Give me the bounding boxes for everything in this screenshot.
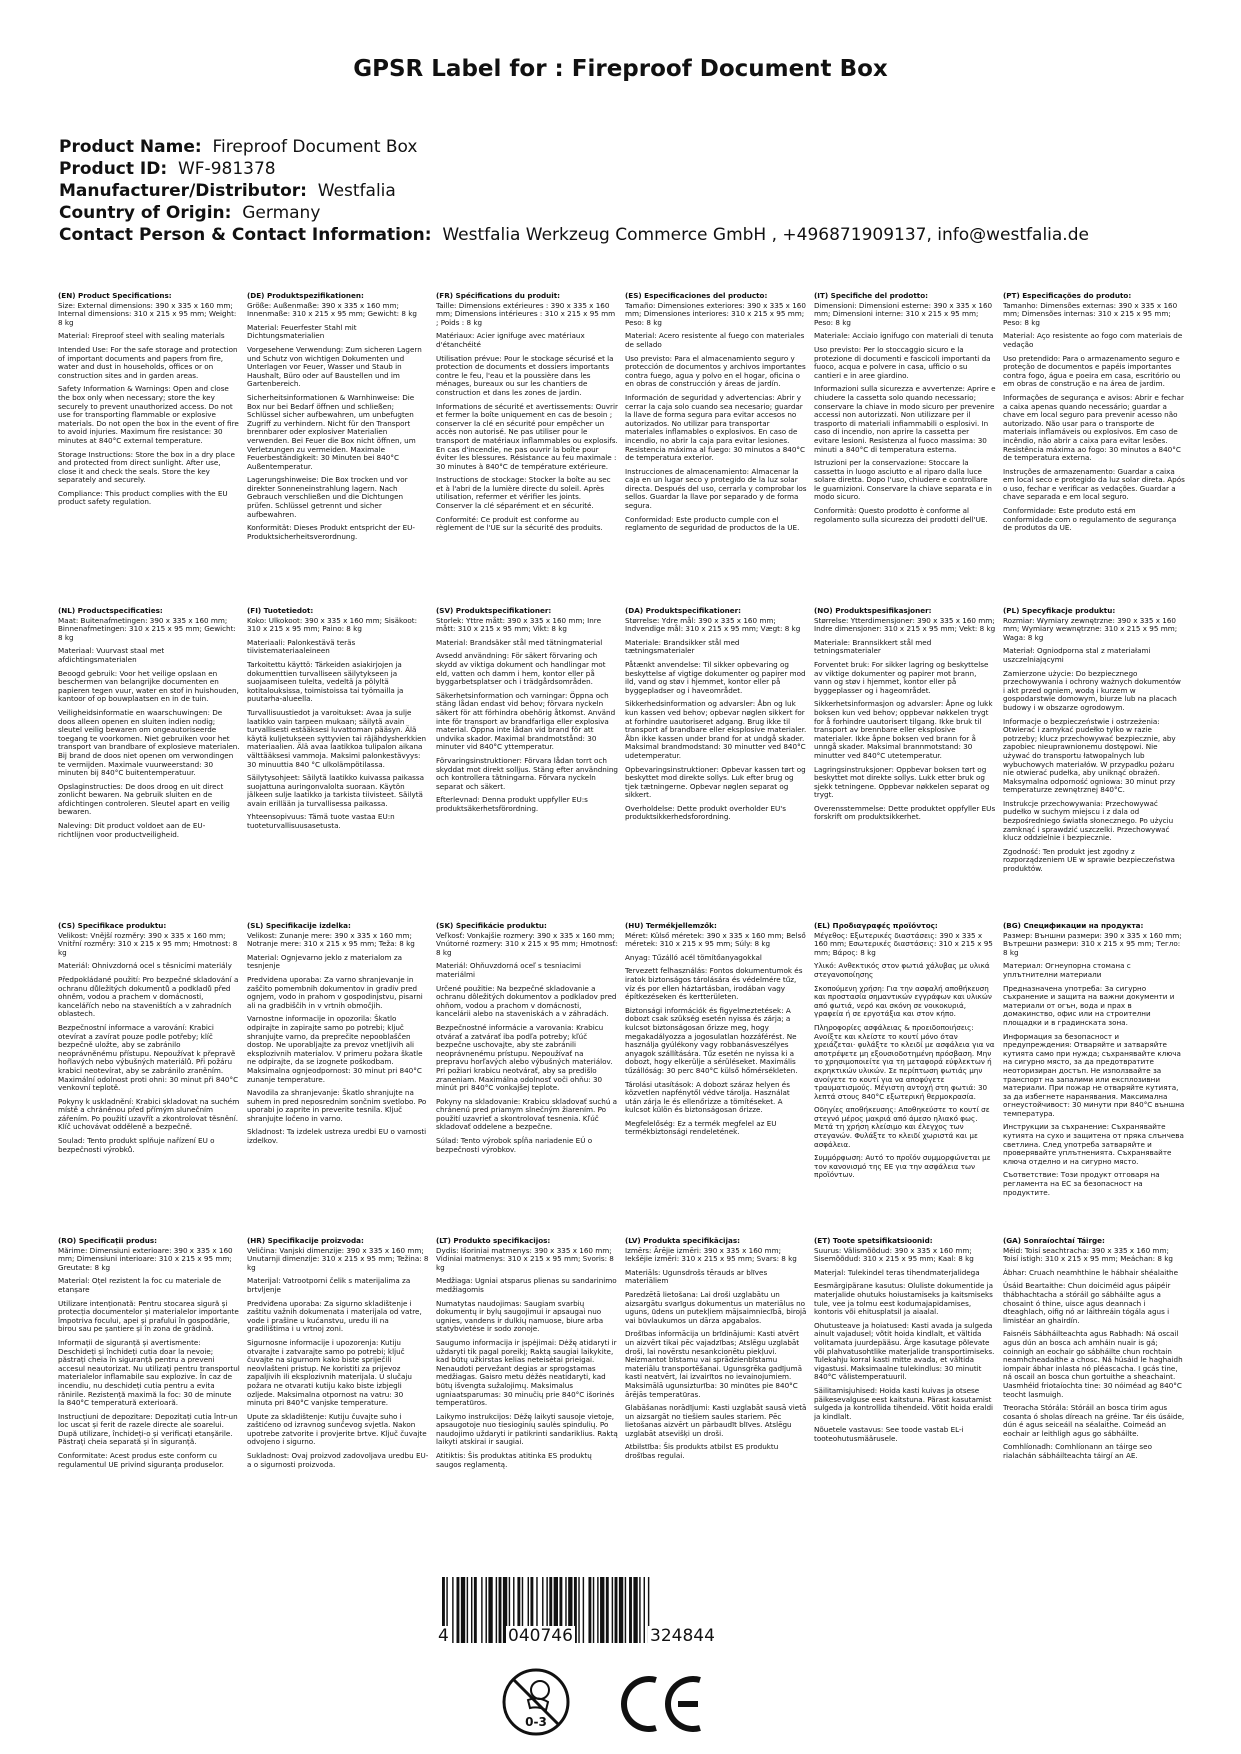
spec-block (247, 607, 429, 912)
spec-paragraph: Suurus: Välismõõdud: 390 x 335 x 160 mm; Sisemõõdud: 310 x 215 x 95 mm; Kaal: 8 kg (814, 1245, 974, 1264)
spec-paragraph: Overensstemmelse: Dette produktet oppfyller EUs forskrift om produktsikkerhet. (814, 803, 996, 822)
spec-paragraph: Určené použitie: Na bezpečné skladovanie a ochranu dôležitých dokumentov a podkladov pred ohňom, vodou a prachom v domácnosti, kancelárii alebo na staveniskách a v záhradách. (436, 983, 617, 1019)
spec-paragraph: Størrelse: Ytterdimensjoner: 390 x 335 x 160 mm; Indre dimensjoner: 310 x 215 x 95 mm; Vekt: 8 kg (814, 615, 996, 634)
product-name-label: Product Name: (59, 137, 202, 157)
spec-paragraph: Sicherheitsinformationen & Warnhinweise: Die Box nur bei Bedarf öffnen und schließen; Schlüssel sicher aufbewahren, um unbefugten Zugriff zu verhindern. Nicht für den Transport brennbarer oder explosiver Materialien verwenden. Bei Feuer die Box nicht öffnen, um Verletzungen zu vermeiden. Maximale Feuerbeständigkeit: 30 Minuten bei 840°C Außentemperatur. (247, 392, 416, 471)
spec-paragraph: Размер: Външни размери: 390 x 335 x 160 mm; Вътрешни размери: 310 x 215 x 95 mm; Тегло: 8 kg (1003, 930, 1182, 957)
contact-label: Contact Person & Contact Information: (59, 225, 432, 245)
product-id-value: WF-981378 (177, 159, 276, 179)
spec-paragraph: Numatytas naudojimas: Saugiam svarbių dokumentų ir bylų saugojimui ir apsaugai nuo ugnies, vandens ir dulkių namuose, biure arba statybvietėse ir sodo zonoje. (436, 1298, 604, 1334)
spec-paragraph: Opbevaringsinstruktioner: Opbevar kassen tørt og beskyttet mod direkte sollys. Luk efter brug og tjek tætningerne. Opbevar nøglen separat og sikkert. (625, 764, 806, 800)
spec-block (1003, 607, 1185, 912)
spec-paragraph: Rozmiar: Wymiary zewnętrzne: 390 x 335 x 160 mm; Wymiary wewnętrzne: 310 x 215 x 95 mm; Waga: 8 kg (1003, 615, 1178, 642)
spec-paragraph: Forventet bruk: For sikker lagring og beskyttelse av viktige dokumenter og papirer mot brann, vann og støv i hjemmet, kontor eller på byggeplasser og i hageområdet. (814, 659, 989, 695)
spec-paragraph: Paredzētā lietošana: Lai droši uzglabātu un aizsargātu svarīgus dokumentus un materiālus no uguns, ūdens un putekļiem mājsaimniecībā, birojā vai būvlaukumos un dārza apgabalos. (625, 1289, 807, 1325)
spec-paragraph: Tárolási utasítások: A dobozt száraz helyen és közvetlen napfénytől védve tárolja. Használat után zárja le és ellenőrizze a tömítéseket. A kulcsot külön és biztonságosan őrizze. (625, 1079, 790, 1115)
product-id-row (59, 158, 1199, 180)
spec-block (625, 1237, 807, 1542)
spec-paragraph: Soulad: Tento produkt splňuje nařízení EU o bezpečnosti výrobků. (58, 1136, 215, 1154)
spec-paragraph: Efterlevnad: Denna produkt uppfyller EU:s produktsäkerhetsförordning. (436, 795, 588, 813)
spec-paragraph: Säilytysohjeet: Säilytä laatikko kuivassa paikassa suojattuna auringonvalolta suoraan. Käytön jälkeen sulje laatikko ja tarkista tiivisteet. Säilytä avain erillään ja turvallisessa paikassa. (247, 773, 425, 808)
page-title: GPSR Label for : Fireproof Document Box (353, 56, 888, 82)
spec-paragraph: Material: Fireproof steel with sealing materials (58, 331, 225, 341)
spec-block (625, 292, 807, 597)
spec-paragraph: Anyag: Tűzálló acél tömítőanyagokkal (625, 952, 762, 962)
manufacturer-value: Westfalia (317, 181, 396, 201)
spec-paragraph: Materiale: Brannsikkert stål med tetningsmaterialer (814, 637, 932, 656)
spec-paragraph: Méid: Toisí seachtracha: 390 x 335 x 160 mm; Toisí istigh: 310 x 215 x 95 mm; Meáchan: 8 kg (1003, 1245, 1173, 1264)
spec-paragraph: Υλικό: Ανθεκτικός στον φωτιά χάλυβας με υλικά στεγανοποίησης (814, 961, 990, 979)
spec-paragraph: Tervezett felhasználás: Fontos dokumentumok és iratok biztonságos tárolására és védelmére tűz, víz és por ellen háztartásban, irodában vagy építkezéseken és kertterületen. (625, 966, 803, 1002)
spec-paragraph: Sikkerhedsinformation og advarsler: Åbn og luk kun kassen ved behov; opbevar nøglen sikkert for at forhindre uautoriseret adgang. Brug ikke til transport af brandbare eller eksplosive materialer. Åbn ikke kassen under brand for at undgå skader. Maksimal brandmodstand: 30 minutter ved 840°C udetemperatur. (625, 699, 807, 760)
spec-heading: (IT) Specifiche del prodotto: (814, 292, 929, 300)
spec-paragraph: Größe: Außenmaße: 390 x 335 x 160 mm; Innenmaße: 310 x 215 x 95 mm; Gewicht: 8 kg (247, 300, 417, 319)
spec-paragraph: Comhlíonadh: Comhlíonann an táirge seo rialachán sábháilteachta táirgí an AE. (1003, 1442, 1152, 1461)
spec-block (58, 1237, 240, 1542)
spec-paragraph: Información de seguridad y advertencias: Abrir y cerrar la caja solo cuando sea necesario; guardar la llave de forma segura para evitar accesos no autorizados. No utilizar para transportar materiales inflamables o explosivos. En caso de incendio, no abrir la caja para evitar lesiones. Resistencia máxima al fuego: 30 minutos a 840°C de temperatura exterior. (625, 392, 806, 463)
product-name-row (59, 136, 1199, 158)
country-label: Country of Origin: (59, 203, 232, 223)
spec-paragraph: Conformitate: Acest produs este conform cu regulamentul UE privind siguranța produselor. (58, 1451, 224, 1469)
spec-paragraph: Glabāšanas norādījumi: Kasti uzglabāt sausā vietā un aizsargāt no tiešiem saules stariem. Pēc lietošanas aizvērt un pārbaudīt blīves. Atslēgu uzglabāt atsevišķi un droši. (625, 1403, 807, 1438)
spec-paragraph: Οδηγίες αποθήκευσης: Αποθηκεύστε το κουτί σε στεγνό μέρος μακριά από άμεσο ηλιακό φως. Μετά τη χρήση κλείσιμο και έλεγχος των στεγανών. Φυλάξτε το κλειδί χωριστά και με ασφάλεια. (814, 1105, 990, 1149)
spec-paragraph: Instrucțiuni de depozitare: Depozitați cutia într-un loc uscat și ferit de razele directe ale soarelui. După utilizare, închideți-o și verificați etanșările. Păstrați cheia separată și în siguranță. (58, 1411, 238, 1447)
spec-paragraph: Informații de siguranță și avertismente: Deschideți și închideți cutia doar la nevoie; păstrați cheia în siguranță pentru a preveni accesul neautorizat. Nu utilizați pentru transportul materialelor inflamabile sau explozive. În caz de incendiu, nu deschideți cutia pentru a evita rănirile. Rezistență maximă la foc: 30 de minute la 840°C temperatură exterioară. (58, 1337, 240, 1408)
spec-paragraph: Instruções de armazenamento: Guardar a caixa em local seco e protegido da luz solar direta. Após o uso, fechar e verificar as vedações. Guardar a chave separada e em local seguro. (1003, 466, 1185, 502)
spec-heading: (HR) Specifikacije proizvoda: (247, 1237, 364, 1245)
spec-paragraph: Naleving: Dit product voldoet aan de EU-richtlijnen voor productveiligheid. (58, 821, 206, 839)
spec-paragraph: Conformité: Ce produit est conforme au règlement de l'UE sur la sécurité des produits. (436, 514, 603, 533)
spec-paragraph: Material: Brandsäker stål med tätningmaterial (436, 637, 603, 647)
spec-paragraph: Uso pretendido: Para o armazenamento seguro e proteção de documentos e papéis importantes contra fogo, água e poeira em casa, escritório ou em obras de construção e na área de jardim. (1003, 353, 1181, 389)
spec-paragraph: Velikost: Vnější rozměry: 390 x 335 x 160 mm; Vnitřní rozměry: 310 x 215 x 95 mm; Hmotnost: 8 kg (58, 930, 238, 957)
spec-grid (58, 292, 1184, 1552)
spec-paragraph: Upute za skladištenje: Kutiju čuvajte suho i zaštićeno od izravnog sunčevog svjetla. Nakon upotrebe zatvorite i provjerite brtve. Ključ čuvajte odvojeno i sigurno. (247, 1411, 427, 1447)
spec-paragraph: Lagerungshinweise: Die Box trocken und vor direkter Sonneneinstrahlung lagern. Nach Gebrauch verschließen und die Dichtungen prüfen. Schlüssel getrennt und sicher aufbewahren. (247, 475, 408, 519)
spec-paragraph: Storage Instructions: Store the box in a dry place and protected from direct sunlight. After use, close it and check the seals. Store the key separately and securely. (58, 449, 235, 485)
spec-paragraph: Informations de sécurité et avertissements: Ouvrir et fermer la boîte uniquement en cas de besoin ; conserver la clé en sécurité pour empêcher un accès non autorisé. Ne pas utiliser pour le transport de matériaux inflammables ou explosifs. En cas d'incendie, ne pas ouvrir la boîte pour éviter les blessures. Résistance au feu maximale : 30 minutes à 840°C de température extérieure. (436, 401, 618, 471)
spec-heading: (NO) Produktspesifikasjoner: (814, 607, 932, 615)
spec-block (1003, 292, 1185, 597)
spec-paragraph: Material: Feuerfester Stahl mit Dichtungsmaterialien (247, 322, 357, 341)
contact-row (59, 224, 1199, 246)
spec-paragraph: Medžiaga: Ugniai atsparus plienas su sandarinimo medžiagomis (436, 1276, 617, 1294)
spec-heading: (EL) Προδιαγραφές προϊόντος: (814, 922, 938, 930)
spec-paragraph: Instrucciones de almacenamiento: Almacenar la caja en un lugar seco y protegido de la luz solar directa. Después del uso, cerrarla y comprobar los sellos. Guardar la llave por separado y de forma segura. (625, 466, 807, 511)
spec-heading: (PL) Specyfikacje produktu: (1003, 607, 1116, 615)
spec-paragraph: Compliance: This product complies with the EU product safety regulation. (58, 488, 228, 507)
spec-paragraph: Size: External dimensions: 390 x 335 x 160 mm; Internal dimensions: 310 x 215 x 95 mm; Weight: 8 kg (58, 300, 237, 327)
spec-paragraph: Súlad: Tento výrobok spĺňa nariadenie EÚ o bezpečnosti výrobkov. (436, 1136, 593, 1154)
barcode-digit-right: 324844 (650, 1626, 715, 1646)
spec-paragraph: Eesmärgipärane kasutus: Oluliste dokumentide ja materjalide ohutuks hoiustamiseks ja kaitsmiseks tule, vee ja tolmu eest kodumajapidamises, kontoris või ehitusplatsil ja aiaalal. (814, 1281, 994, 1317)
compliance-marks (500, 1666, 730, 1738)
spec-paragraph: Conformidade: Este produto está em conformidade com o regulamento de segurança de produtos da UE. (1003, 506, 1177, 533)
spec-paragraph: Predvidena uporaba: Za varno shranjevanje in zaščito pomembnih dokumentov in gradiv pred ognjem, vodo in prahom v gospodinjstvu, pisarni ali na gradbiščih in v vrtnih območjih. (247, 974, 423, 1010)
spec-paragraph: Πληροφορίες ασφάλειας & προειδοποιήσεις: Ανοίξτε και κλείστε το κουτί μόνο όταν χρειάζεται· φυλάξτε το κλειδί με ασφάλεια για να αποτρέψετε μη εξουσιοδοτημένη πρόσβαση. Μην το χρησιμοποιείτε για τη μεταφορά εύφλεκτων ή εκρηκτικών υλικών. Σε περίπτωση φωτιάς μην ανοίγετε το κουτί για να αποφύγετε τραυματισμούς. Μέγιστη αντοχή στη φωτιά: 30 λεπτά στους 840°C εξωτερική θερμοκρασία. (814, 1022, 995, 1101)
spec-paragraph: Materjal: Tulekindel teras tihendmaterjalidega (814, 1267, 980, 1277)
spec-paragraph: Materiał: Ogniodporna stal z materiałami uszczelniającymi (1003, 646, 1151, 664)
country-value: Germany (242, 203, 321, 223)
spec-paragraph: Bezpečnostné informácie a varovania: Krabicu otvárať a zatvárať iba podľa potreby; kľúč bezpečne uschovajte, aby ste zabránili neoprávnenému prístupu. Nepoužívať na prepravu horľavých alebo výbušných materiálov. Pri požiari krabicu neotvárať, aby sa predišlo zraneniam. Maximálna odolnosť voči ohňu: 30 minút pri 840°C vonkajšej teplote. (436, 1022, 613, 1093)
spec-paragraph: Skladnost: Ta izdelek ustreza uredbi EU o varnosti izdelkov. (247, 1127, 427, 1146)
spec-paragraph: Dimensioni: Dimensioni esterne: 390 x 335 x 160 mm; Dimensioni interne: 310 x 215 x 95 mm; Peso: 8 kg (814, 300, 993, 327)
spec-paragraph: Nõuetele vastavus: See toode vastab EL-i tooteohutusmäärusele. (814, 1425, 964, 1443)
spec-block (247, 922, 429, 1227)
spec-paragraph: Treoracha Stórála: Stóráil an bosca tirim agus cosanta ó sholas díreach na gréine. Tar éis úsáide, dún é agus seiceáil na séalaithe. Coimeád an eochair ar leithligh agus go sábháilte. (1003, 1403, 1185, 1438)
spec-block (436, 922, 618, 1227)
spec-block (58, 292, 240, 597)
spec-paragraph: Safety Information & Warnings: Open and close the box only when necessary; store the key securely to prevent unauthorized access. Do not use for transporting flammable or explosive materials. Do not open the box in the event of fire to avoid injuries. Maximum fire resistance: 30 minutes at 840°C external temperature. (58, 384, 239, 445)
spec-paragraph: Materiale: Acciaio ignifugo con materiali di tenuta (814, 331, 994, 341)
spec-paragraph: Dydis: Išoriniai matmenys: 390 x 335 x 160 mm; Vidiniai matmenys: 310 x 215 x 95 mm; Svoris: 8 kg (436, 1245, 614, 1272)
spec-paragraph: Materiál: Ohňuvzdorná oceľ s tesniacimi materiálmi (436, 961, 581, 979)
spec-paragraph: Atbilstība: Šis produkts atbilst ES produktu drošības regulai. (625, 1442, 779, 1461)
spec-block (625, 607, 807, 912)
barcode-digit-left: 040746 (508, 1626, 573, 1646)
spec-paragraph: Drošības informācija un brīdinājumi: Kasti atvērt un aizvērt tikai pēc vajadzības; Atslēgu uzglabāt droši, lai novērstu nesankcionētu piekļuvi. Neizmantot bīstamu vai sprādzienbīstamu materiālu transportēšanai. Ugunsgrēka gadījumā kasti neatvērt, lai izvairītos no ievainojumiem. Maksimālā ugunsizturība: 30 minūtes pie 840°C ārējās temperatūras. (625, 1329, 802, 1399)
spec-block (58, 607, 240, 912)
spec-paragraph: Materijal: Vatrootporni čelik s materijalima za brtvljenje (247, 1276, 411, 1294)
spec-paragraph: Påtænkt anvendelse: Til sikker opbevaring og beskyttelse af vigtige dokumenter og papirer mod ild, vand og støv i hjemmet, kontor eller på byggepladser og i haveområdet. (625, 659, 806, 695)
spec-paragraph: Informazioni sulla sicurezza e avvertenze: Aprire e chiudere la cassetta solo quando necessario; conservare la chiave in modo sicuro per prevenire accessi non autorizzati. Non utilizzare per il trasporto di materiali infiammabili o esplosivi. In caso di incendio, non aprire la cassetta per evitare lesioni. Resistenza al fuoco massima: 30 minuti a 840°C di temperatura esterna. (814, 384, 996, 454)
spec-paragraph: Material: Oțel rezistent la foc cu materiale de etanșare (58, 1276, 222, 1294)
spec-paragraph: Zamierzone użycie: Do bezpiecznego przechowywania i ochrony ważnych dokumentów i akt przed ogniem, wodą i kurzem w gospodarstwie domowym, biurze lub na placach budowy i w obszarze ogrodowym. (1003, 668, 1181, 712)
spec-paragraph: Atitiktis: Šis produktas atitinka ES produktų saugos reglamentą. (436, 1451, 592, 1469)
spec-paragraph: Conformidad: Este producto cumple con el reglamento de seguridad de productos de la UE. (625, 514, 800, 533)
barcode-digits (430, 1626, 750, 1648)
spec-heading: (EN) Product Specifications: (58, 292, 172, 300)
spec-heading: (GA) Sonraíochtaí Táirge: (1003, 1237, 1105, 1245)
spec-paragraph: Taille: Dimensions extérieures : 390 x 335 x 160 mm; Dimensions intérieures : 310 x 215 x 95 mm ; Poids : 8 kg (436, 300, 616, 327)
spec-paragraph: Предназначена употреба: За сигурно съхранение и защита на важни документи и материали от огън, вода и прах в домакинство, офис или на строителни площадки и в градинската зона. (1003, 983, 1175, 1027)
spec-paragraph: Mărime: Dimensiuni exterioare: 390 x 335 x 160 mm; Dimensiuni interioare: 310 x 215 x 95 mm; Greutate: 8 kg (58, 1245, 233, 1272)
spec-block (814, 922, 996, 1227)
manufacturer-label: Manufacturer/Distributor: (59, 181, 307, 201)
spec-paragraph: Intended Use: For the safe storage and protection of important documents and papers from fire, water and dust in households, offices or on construction sites and in garden areas. (58, 344, 238, 380)
spec-block (436, 1237, 618, 1542)
spec-paragraph: Materiaali: Palonkestävä teräs tiivistemateriaaleineen (247, 637, 356, 656)
spec-paragraph: Uso previsto: Para el almacenamiento seguro y protección de documentos y archivos importantes contra fuego, agua y polvo en el hogar, oficina o en obras de construcción y áreas de jardín. (625, 353, 806, 389)
spec-paragraph: Megfelelőség: Ez a termék megfelel az EU termékbiztonsági rendeletének. (625, 1118, 777, 1137)
spec-paragraph: Tamaño: Dimensiones exteriores: 390 x 335 x 160 mm; Dimensiones interiores: 310 x 215 x 95 mm; Peso: 8 kg (625, 300, 806, 327)
spec-block (625, 922, 807, 1227)
spec-paragraph: Informações de segurança e avisos: Abrir e fechar a caixa apenas quando necessário; guardar a chave em local seguro para prevenir acesso não autorizado. Não usar para o transporte de materiais inflamáveis ou explosivos. Em caso de incêndio, não abrir a caixa para evitar lesões. Resistência máxima ao fogo: 30 minutos a 840°C de temperatura externa. (1003, 392, 1184, 463)
spec-paragraph: Säkerhetsinformation och varningar: Öppna och stäng lådan endast vid behov; förvara nyckeln säkert för att förhindra obehörig åtkomst. Använd inte för transport av brandfarliga eller explosiva material. Öppna inte lådan vid brand för att undvika skador. Maximal brandmotstånd: 30 minuter vid 840°C yttemperatur. (436, 690, 616, 752)
spec-heading: (CS) Specifikace produktu: (58, 922, 167, 930)
spec-paragraph: Materiale: Brandsikker stål med tætningsmaterialer (625, 637, 740, 656)
spec-paragraph: Storlek: Yttre mått: 390 x 335 x 160 mm; Inre mått: 310 x 215 x 95 mm; Vikt: 8 kg (436, 615, 601, 634)
spec-paragraph: Uso previsto: Per lo stoccaggio sicuro e la protezione di documenti e fascicoli importanti da fuoco, acqua e polvere in casa, ufficio o su cantieri e in aree giardino. (814, 344, 991, 380)
spec-paragraph: Maat: Buitenafmetingen: 390 x 335 x 160 mm; Binnenafmetingen: 310 x 215 x 95 mm; Gewicht: 8 kg (58, 615, 236, 642)
spec-block (814, 607, 996, 912)
spec-paragraph: Bezpečnostní informace a varování: Krabici otevírat a zavírat pouze podle potřeby; klíč bezpečně uložte, aby se zabránilo neoprávněnému přístupu. Nepoužívat k přepravě hořlavých nebo výbušných materiálů. Při požáru krabici neotevírat, aby se zabránilo zraněním. Maximální odolnost proti ohni: 30 minut při 840°C venkovní teplotě. (58, 1022, 239, 1093)
spec-paragraph: Информация за безопасност и предупреждения: Отваряйте и затваряйте кутията само при нужда; съхранявайте ключа на сигурно място, за да предотвратите неоторизиран достъп. Не използвайте за транспорт на запалими или експлозивни материали. При пожар не отваряйте кутията, за да избегнете наранявания. Максимална огнеустойчивост: 30 минути при 840°C външна температура. (1003, 1031, 1185, 1118)
spec-paragraph: Materiál: Ohnivzdorná ocel s těsnicími materiály (58, 961, 232, 971)
spec-paragraph: Instructions de stockage: Stocker la boîte au sec et à l'abri de la lumière directe du soleil. Après utilisation, refermer et vérifier les joints. Conserver la clé séparément et en sécurité. (436, 475, 611, 511)
spec-paragraph: Vorgesehene Verwendung: Zum sicheren Lagern und Schutz von wichtigen Dokumenten und Unterlagen vor Feuer, Wasser und Staub in Haushalt, Büro oder auf Baustellen und im Gartenbereich. (247, 344, 422, 389)
contact-value: Westfalia Werkzeug Commerce GmbH , +496871909137, info@westfalia.de (442, 225, 1089, 245)
spec-paragraph: Σκοπούμενη χρήση: Για την ασφαλή αποθήκευση και προστασία σημαντικών εγγράφων και υλικών από φωτιά, νερό και σκόνη σε νοικοκυριά, γραφεία ή σε εργοτάξια και στον κήπο. (814, 983, 992, 1019)
spec-block (436, 292, 618, 597)
spec-heading: (BG) Спецификации на продукта: (1003, 922, 1144, 930)
manufacturer-row (59, 180, 1199, 202)
spec-paragraph: Veličina: Vanjski dimenzije: 390 x 335 x 160 mm; Unutarnji dimenzije: 310 x 215 x 95 mm; Težina: 8 kg (247, 1245, 429, 1272)
spec-paragraph: Συμμόρφωση: Αυτό το προϊόν συμμορφώνεται με τον κανονισμό της ΕΕ για την ασφάλεια των προϊόντων. (814, 1153, 991, 1180)
spec-heading: (DE) Produktspezifikationen: (247, 292, 364, 300)
spec-heading: (PT) Especificações do produto: (1003, 292, 1132, 300)
spec-heading: (SL) Specifikacije izdelka: (247, 922, 351, 930)
spec-paragraph: Veľkosť: Vonkajšie rozmery: 390 x 335 x 160 mm; Vnútorné rozmery: 310 x 215 x 95 mm; Hmotnosť: 8 kg (436, 930, 618, 957)
spec-paragraph: Pokyny na skladovanie: Krabicu skladovať suchú a chránenú pred priamym slnečným žiarením. Po použití uzavrieť a skontrolovať tesnenia. Kľúč skladovať oddelene a bezpečne. (436, 1096, 618, 1132)
spec-paragraph: Veiligheidsinformatie en waarschuwingen: De doos alleen openen en sluiten indien nodig; sleutel veilig bewaren om ongeautoriseerde toegang te voorkomen. Niet gebruiken voor het transport van brandbare of explosieve materialen. Bij brand de doos niet openen om verwondingen te vermijden. Maximale vuurweerstand: 30 minuten bij 840°C buitentemperatuur. (58, 707, 240, 778)
spec-block (247, 1237, 429, 1542)
spec-paragraph: Materiaal: Vuurvast staal met afdichtingsmaterialen (58, 646, 165, 664)
product-name-value: Fireproof Document Box (212, 137, 418, 157)
spec-heading: (ET) Toote spetsifikatsioonid: (814, 1237, 933, 1245)
spec-paragraph: Opslaginstructies: De doos droog en uit direct zonlicht bewaren. Na gebruik sluiten en de afdichtingen controleren. Sleutel apart en veilig bewaren. (58, 781, 230, 817)
spec-paragraph: Matériaux: Acier ignifuge avec matériaux d'étanchéité (436, 331, 585, 349)
spec-paragraph: Izmērs: Ārējie izmēri: 390 x 335 x 160 mm; Iekšējie izmēri: 310 x 215 x 95 mm; Svars: 8 kg (625, 1245, 797, 1264)
spec-paragraph: Laikymo instrukcijos: Dėžę laikyti sausoje vietoje, apsaugotoje nuo tiesioginių saulės spindulių. Po naudojimo uždaryti ir patikrinti sandariklius. Raktą laikyti atskirai ir saugiai. (436, 1411, 618, 1447)
spec-paragraph: Koko: Ulkokoot: 390 x 335 x 160 mm; Sisäkoot: 310 x 215 x 95 mm; Paino: 8 kg (247, 615, 417, 634)
barcode-digit-prefix: 4 (438, 1626, 449, 1646)
spec-paragraph: Инструкции за съхранение: Съхранявайте кутията на сухо и защитена от пряка слънчева светлина. След употреба затваряйте и проверявайте уплътненията. Съхранявайте ключа отделно и на сигурно място. (1003, 1122, 1184, 1166)
spec-paragraph: Predviđena uporaba: Za sigurno skladištenje i zaštitu važnih dokumenata i materijala od vatre, vode i prašine u kućanstvu, uredu ili na gradilištima i u vrtnoj zoni. (247, 1298, 422, 1334)
country-row (59, 202, 1199, 224)
spec-paragraph: Méret: Külső méretek: 390 x 335 x 160 mm; Belső méretek: 310 x 215 x 95 mm; Súly: 8 kg (625, 930, 806, 949)
spec-paragraph: Conformità: Questo prodotto è conforme al regolamento sulla sicurezza dei prodotti dell'UE. (814, 506, 988, 524)
spec-paragraph: Overholdelse: Dette produkt overholder EU's produktsikkerhedsforordning. (625, 803, 787, 822)
spec-paragraph: Tamanho: Dimensões externas: 390 x 335 x 160 mm; Dimensões internas: 310 x 215 x 95 mm; Peso: 8 kg (1003, 300, 1178, 327)
barcode (436, 1577, 736, 1661)
spec-paragraph: Předpokládané použití: Pro bezpečné skladování a ochranu důležitých dokumentů a podkladů před ohněm, vodou a prachem v domácnosti, kancelářích nebo na staveništích a v zahradních oblastech. (58, 974, 239, 1019)
spec-paragraph: Størrelse: Ydre mål: 390 x 335 x 160 mm; Indvendige mål: 310 x 215 x 95 mm; Vægt: 8 kg (625, 615, 801, 634)
spec-heading: (HU) Termékjellemzők: (625, 922, 717, 930)
spec-heading: (SV) Produktspecifikationer: (436, 607, 552, 615)
spec-paragraph: Förvaringsinstruktioner: Förvara lådan torrt och skyddat mot direkt solljus. Stäng efter användning och kontrollera tätningarna. Förvara nyckeln separat och säkert. (436, 755, 618, 791)
spec-paragraph: Материал: Огнеупорна стомана с уплътнителни материали (1003, 961, 1131, 979)
spec-paragraph: Istruzioni per la conservazione: Stoccare la cassetta in luogo asciutto e al riparo dalla luce solare diretta. Dopo l'uso, chiudere e controllare le guarnizioni. Conservare la chiave separata e in modo sicuro. (814, 458, 992, 502)
spec-paragraph: Materiāls: Ugunsdrošs tērauds ar blīves materiāliem (625, 1267, 768, 1286)
spec-block (1003, 922, 1185, 1227)
spec-paragraph: Saugumo informacija ir įspėjimai: Dėžę atidaryti ir uždaryti tik pagal poreikį; Raktą saugiai laikykite, kad būtų užkirstas kelias neteisėtai prieigai. Nenaudoti pervežant degias ar sprogstamas medžiagas. Gaisro metu dėžės neatidaryti, kad būtų išvengta sužalojimų. Maksimalus ugniaatsparumas: 30 minučių prie 840°C išorinės temperatūros. (436, 1337, 617, 1408)
spec-paragraph: Varnostne informacije in opozorila: Škatlo odpirajte in zapirajte samo po potrebi; ključ shranjujte varno, da preprečite nepooblaščen dostop. Ne uporabljajte za prevoz vnetljivih ali eksplozivnih materialov. V primeru požara škatle ne odpirajte, da se izognete poškodbam. Maksimalna ognjeodpornost: 30 minut pri 840°C zunanje temperature. (247, 1014, 423, 1084)
spec-heading: (DA) Produktspecifikationer: (625, 607, 742, 615)
spec-paragraph: Lagringsinstruksjoner: Oppbevar boksen tørt og beskyttet mot direkte sollys. Lukk etter bruk og sjekk tetningene. Oppbevar nøkkelen separat og trygt. (814, 764, 990, 800)
spec-paragraph: Navodila za shranjevanje: Škatlo shranjujte na suhem in pred neposrednim sončnim svetlobo. Po uporabi jo zaprite in preverite tesnila. Ključ shranjujte ločeno in varno. (247, 1088, 427, 1123)
spec-paragraph: Zgodność: Ten produkt jest zgodny z rozporządzeniem UE w sprawie bezpieczeństwa produktów. (1003, 846, 1175, 874)
spec-paragraph: Beoogd gebruik: Voor het veilige opslaan en beschermen van belangrijke documenten en papieren tegen vuur, water en stof in huishouden, kantoor of op bouwplaatsen en in de tuin. (58, 668, 239, 704)
spec-paragraph: Avsedd användning: För säkert förvaring och skydd av viktiga dokument och handlingar mot eld, vatten och damm i hem, kontor eller på byggarbetsplatser och i trädgårdsområden. (436, 651, 606, 687)
spec-heading: (SK) Špecifikácie produktu: (436, 922, 547, 930)
spec-paragraph: Utilisation prévue: Pour le stockage sécurisé et la protection de documents et dossiers importants contre le feu, l'eau et la poussière dans les ménages, bureaux ou sur les chantiers de construction et dans les zones de jardin. (436, 353, 614, 397)
spec-heading: (NL) Productspecificaties: (58, 607, 163, 615)
spec-paragraph: Sigurnosne informacije i upozorenja: Kutiju otvarajte i zatvarajte samo po potrebi; ključ čuvajte na sigurnom kako biste spriječili neovlašteni pristup. Ne koristiti za prijevoz zapaljivih ili eksplozivnih materijala. U slučaju požara ne otvarati kutiju kako biste izbjegli ozljede. Maksimalna otpornost na vatru: 30 minuta pri 840°C vanjske temperature. (247, 1337, 412, 1408)
spec-paragraph: Velikost: Zunanje mere: 390 x 335 x 160 mm; Notranje mere: 310 x 215 x 95 mm; Teža: 8 kg (247, 930, 415, 949)
spec-paragraph: Pokyny k uskladnění: Krabici skladovat na suchém místě a chráněnou před přímým slunečním zářením. Po použití uzavřít a zkontrolovat těsnění. Klíč uchovávat odděleně a bezpečně. (58, 1096, 240, 1132)
spec-paragraph: Material: Aço resistente ao fogo com materiais de vedação (1003, 331, 1183, 349)
spec-paragraph: Sukladnost: Ovaj proizvod zadovoljava uredbu EU-a o sigurnosti proizvoda. (247, 1451, 429, 1469)
spec-paragraph: Ohutusteave ja hoiatused: Kasti avada ja sulgeda ainult vajadusel; võtit hoida kindlalt, et vältida volitamata juurdepääsu. Ärge kasutage põlevate või plahvatusohtlike materjalide transportimiseks. Tulekahju korral kasti mitte avada, et vältida vigastusi. Maksimaalne tulekindlus: 30 minutit 840°C välistemperatuuril. (814, 1320, 995, 1382)
spec-paragraph: Material: Acero resistente al fuego con materiales de sellado (625, 331, 805, 349)
svg-text:0-3: 0-3 (525, 1715, 547, 1729)
spec-block (814, 1237, 996, 1542)
spec-paragraph: Yhteensopivuus: Tämä tuote vastaa EU:n tuoteturvallisuusasetusta. (247, 812, 395, 831)
product-id-label: Product ID: (59, 159, 168, 179)
spec-heading: (LT) Produkto specifikacijos: (436, 1237, 551, 1245)
spec-paragraph: Informacje o bezpieczeństwie i ostrzeżenia: Otwierać i zamykać pudełko tylko w razie potrzeby; klucz przechowywać bezpiecznie, aby zapobiec nieuprawnionemu dostępowi. Nie używać do transportu łatwopalnych lub wybuchowych materiałów. W przypadku pożaru nie otwierać pudełka, aby uniknąć obrażeń. Maksymalna odporność ogniowa: 30 minut przy temperaturze zewnętrznej 840°C. (1003, 716, 1176, 795)
spec-paragraph: Μέγεθος: Εξωτερικές διαστάσεις: 390 x 335 x 160 mm; Εσωτερικές διαστάσεις: 310 x 215 x 95 mm; Βάρος: 8 kg (814, 930, 993, 957)
spec-block (1003, 1237, 1185, 1542)
spec-paragraph: Konformität: Dieses Produkt entspricht der EU-Produktsicherheitsverordnung. (247, 523, 416, 541)
no-children-0-3-icon (500, 1666, 572, 1738)
spec-paragraph: Material: Ognjevarno jeklo z materialom za tesnjenje (247, 952, 403, 971)
spec-paragraph: Faisnéis Sábháilteachta agus Rabhadh: Ná oscail agus dún an bosca ach amháin nuair is gá; coinnigh an eochair go sábháilte chun rochtain neamhcheadaithe a chosc. Ná húsáid le haghaidh iompair ábhar inlasta nó pléascacha. I gcás tine, ná oscail an bosca chun gortuithe a sheachaint. Uasmhéid friotaíochta tine: 30 nóiméad ag 840°C teocht lasmuigh. (1003, 1329, 1183, 1399)
spec-paragraph: Biztonsági információk és figyelmeztetések: A dobozt csak szükség esetén nyissa és zárja; a kulcsot biztonságosan őrizze meg, hogy megakadályozza a jogosulatlan hozzáférést. Ne használja gyúlékony vagy robbanásveszélyes anyagok szállítására. Tűz esetén ne nyissa ki a dobozt, hogy elkerülje a sérüléseket. Maximális tűzállóság: 30 perc 840°C külső hőmérsékleten. (625, 1005, 798, 1075)
spec-heading: (FI) Tuotetiedot: (247, 607, 314, 615)
spec-paragraph: Sikkerhetsinformasjon og advarsler: Åpne og lukk boksen kun ved behov; oppbevar nøkkelen trygt for å forhindre uautorisert tilgang. Ikke bruk til transport av brennbare eller eksplosive materialer. Ikke åpne boksen ved brann for å unngå skader. Maksimal brannmotstand: 30 minutter ved 840°C utetemperatur. (814, 699, 993, 760)
spec-block (814, 292, 996, 597)
spec-heading: (RO) Specificații produs: (58, 1237, 157, 1245)
spec-heading: (LV) Produkta specifikācijas: (625, 1237, 740, 1245)
spec-paragraph: Съответствие: Този продукт отговаря на регламента на ЕС за безопасност на продуктите. (1003, 1170, 1160, 1197)
spec-paragraph: Utilizare intenționată: Pentru stocarea sigură și protecția documentelor și materialelor importante împotriva focului, apei și prafului în gospodărie, birou sau pe șantiere și în zona de grădină. (58, 1298, 239, 1334)
spec-paragraph: Turvallisuustiedot ja varoitukset: Avaa ja sulje laatikko vain tarpeen mukaan; säilytä avain turvallisesti estääksesi luvattoman pääsyn. Älä käytä kuljetukseen syttyvien tai räjähdysherkkien materiaalien. Älä avaa laatikkoa tulipalon aikana välttääksesi vammoja. Maksimi palonkestävyys: 30 minuuttia 840 °C ulkolämpötilassa. (247, 707, 427, 769)
spec-paragraph: Säilitamisjuhised: Hoida kasti kuivas ja otsese päikesevalguse eest kaitstuna. Pärast kasutamist sulgeda ja kontrollida tihendeid. Võtit hoida eraldi ja kindlalt. (814, 1385, 994, 1421)
spec-block (247, 292, 429, 597)
spec-paragraph: Tarkoitettu käyttö: Tärkeiden asiakirjojen ja dokumenttien turvalliseen säilytykseen ja suojaamiseen tulelta, vedeltä ja pölyltä kotitalouksissa, toimistoissa tai työmailla ja puutarha-alueella. (247, 659, 404, 704)
product-info (59, 136, 1199, 246)
spec-heading: (FR) Spécifications du produit: (436, 292, 561, 300)
spec-heading: (ES) Especificaciones del producto: (625, 292, 768, 300)
ce-mark (618, 1672, 708, 1736)
spec-paragraph: Instrukcje przechowywania: Przechowywać pudełko w suchym miejscu i z dala od bezpośredniego światła słonecznego. Po użyciu zamknąć i sprawdzić uszczelki. Przechowywać klucz oddzielnie i bezpiecznie. (1003, 798, 1174, 843)
spec-block (58, 922, 240, 1227)
spec-paragraph: Úsáid Beartaithe: Chun doiciméid agus páipéir thábhachtacha a stóráil go sábháilte agus a chosaint ó thine, uisce agus deannach i dteaghlach, oifig nó ar láithreáin tógála agus i limistéar an ghairdín. (1003, 1281, 1171, 1325)
spec-paragraph: Ábhar: Cruach neamhthine le hábhair shéalaithe (1003, 1267, 1179, 1277)
spec-block (436, 607, 618, 912)
